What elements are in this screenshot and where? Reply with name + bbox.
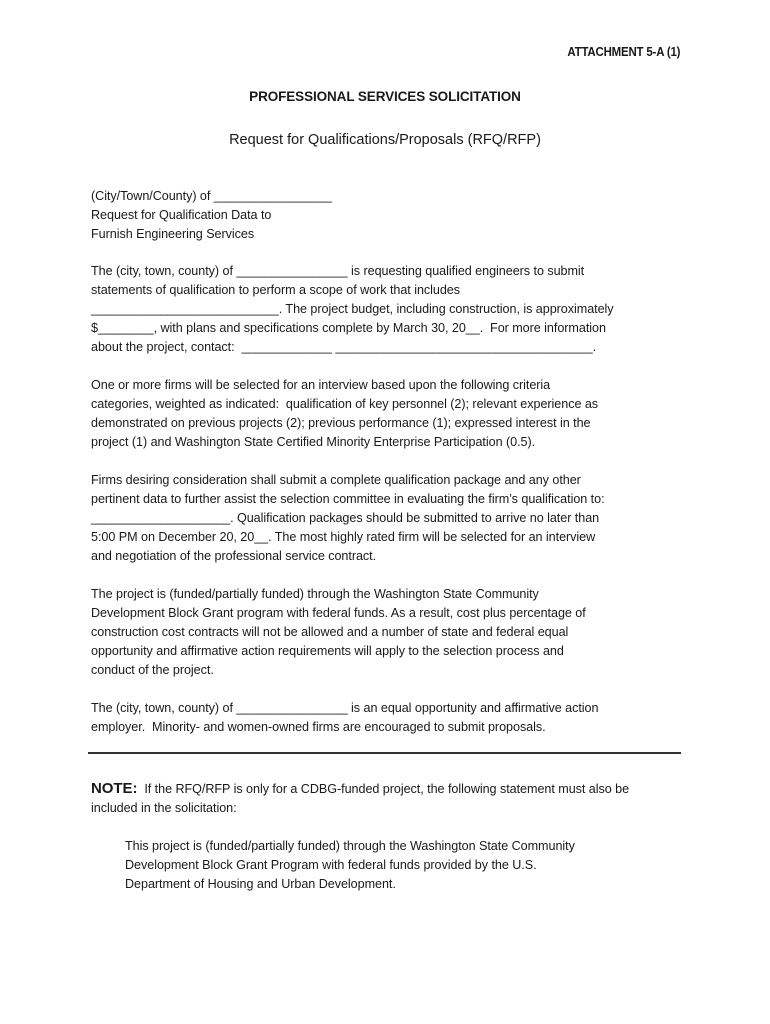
address-line: Request for Qualification Data to xyxy=(91,208,272,222)
paragraph-line: demonstrated on previous projects (2); previous performance (1); expressed interest in the xyxy=(91,416,591,430)
paragraph-equal-opportunity xyxy=(91,699,691,737)
paragraph-line: Firms desiring consideration shall submit a complete qualification package and any other xyxy=(91,473,581,487)
paragraph-line: One or more firms will be selected for an interview based upon the following criteria xyxy=(91,378,551,392)
address-block xyxy=(91,187,691,244)
paragraph-line: $________, with plans and specifications complete by March 30, 20__. For more information xyxy=(91,321,606,335)
statement-line: Development Block Grant Program with federal funds provided by the U.S. xyxy=(125,858,537,872)
paragraph-line: statements of qualification to perform a scope of work that includes xyxy=(91,283,461,297)
address-line: Furnish Engineering Services xyxy=(91,227,255,241)
paragraph-line: categories, weighted as indicated: qualification of key personnel (2); relevant experience as xyxy=(91,397,599,411)
paragraph-line: and negotiation of the professional service contract. xyxy=(91,549,377,563)
paragraph-line: opportunity and affirmative action requirements will apply to the selection process and xyxy=(91,644,564,658)
paragraph-line: The project is (funded/partially funded) through the Washington State Community xyxy=(91,587,539,601)
page-title: PROFESSIONAL SERVICES SOLICITATION xyxy=(249,89,521,104)
statement-line: Department of Housing and Urban Development. xyxy=(125,877,396,891)
note-text: included in the solicitation: xyxy=(91,801,237,815)
address-line: (City/Town/County) of _________________ xyxy=(91,189,332,203)
paragraph-line: conduct of the project. xyxy=(91,663,214,677)
note-text: If the RFQ/RFP is only for a CDBG-funded project, the following statement must also be xyxy=(137,782,630,796)
attachment-label: ATTACHMENT 5-A (1) xyxy=(567,44,680,59)
section-divider xyxy=(88,752,681,754)
note-paragraph xyxy=(91,779,691,818)
paragraph-line: Development Block Grant program with federal funds. As a result, cost plus percentage of xyxy=(91,606,586,620)
paragraph-funding xyxy=(91,585,691,680)
page-subtitle: Request for Qualifications/Proposals (RFQ/RFP) xyxy=(229,132,541,148)
paragraph-line: The (city, town, county) of ________________ is an equal opportunity and affirmative action xyxy=(91,701,599,715)
paragraph-project-request xyxy=(91,262,691,357)
paragraph-line: 5:00 PM on December 20, 20__. The most highly rated firm will be selected for an interview xyxy=(91,530,596,544)
paragraph-line: project (1) and Washington State Certified Minority Enterprise Participation (0.5). xyxy=(91,435,536,449)
paragraph-line: construction cost contracts will not be allowed and a number of state and federal equal xyxy=(91,625,569,639)
note-label: NOTE: xyxy=(91,780,138,797)
paragraph-selection-criteria xyxy=(91,376,691,452)
paragraph-line: ____________________. Qualification packages should be submitted to arrive no later than xyxy=(91,511,600,525)
statement-line: This project is (funded/partially funded) through the Washington State Community xyxy=(125,839,575,853)
indented-statement xyxy=(125,837,685,894)
paragraph-line: employer. Minority- and women-owned firms are encouraged to submit proposals. xyxy=(91,720,546,734)
paragraph-line: about the project, contact: _____________ _____________________________________. xyxy=(91,340,597,354)
paragraph-line: The (city, town, county) of ________________ is requesting qualified engineers to submit xyxy=(91,264,585,278)
paragraph-submission xyxy=(91,471,691,566)
paragraph-line: ___________________________. The project budget, including construction, is approximately xyxy=(91,302,614,316)
paragraph-line: pertinent data to further assist the selection committee in evaluating the firm’s qualification to: xyxy=(91,492,605,506)
